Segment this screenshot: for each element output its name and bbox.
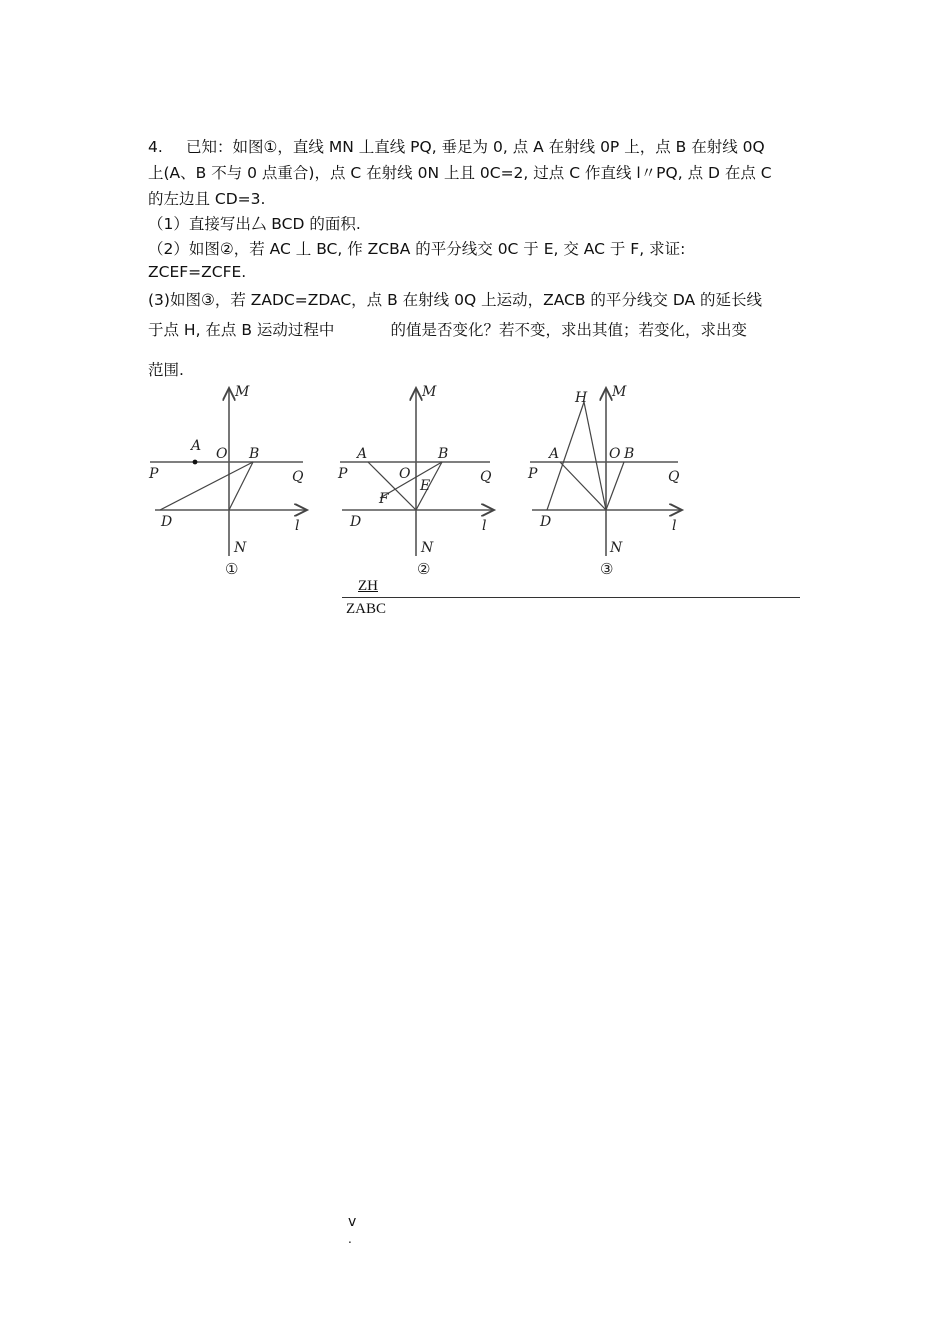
label-d: D: [161, 514, 173, 530]
caption-1: ①: [225, 560, 239, 578]
segment-cb: [606, 462, 624, 510]
label-f: F: [379, 491, 389, 507]
label-m: M: [235, 384, 250, 400]
label-d: D: [540, 514, 552, 530]
label-a: A: [357, 446, 368, 462]
figure-3: [520, 378, 695, 582]
segment-cb: [229, 462, 253, 510]
figure-1: [145, 378, 315, 582]
part-3-text-b: 的值是否变化？若不变，求出其值；若变化，求出变: [390, 321, 747, 339]
part-3-line-3: 范围.: [148, 361, 184, 379]
fraction-denominator: ZABC: [346, 601, 387, 617]
label-l: l: [295, 518, 300, 534]
label-m: M: [612, 384, 627, 400]
label-n: N: [610, 540, 623, 556]
caption-2: ②: [417, 560, 431, 578]
problem-number: 4.: [148, 138, 163, 156]
part-3-text-a: 于点 H, 在点 B 运动过程中: [148, 321, 335, 339]
label-p: P: [149, 466, 159, 482]
label-q: Q: [480, 469, 492, 485]
label-b: B: [624, 446, 635, 462]
label-d: D: [350, 514, 362, 530]
caption-3: ③: [600, 560, 614, 578]
part-1: （1）直接写出厶 BCD 的面积.: [148, 215, 361, 233]
label-a: A: [549, 446, 560, 462]
label-q: Q: [292, 469, 304, 485]
label-n: N: [234, 540, 247, 556]
part-3-line-2: [148, 320, 747, 340]
label-e: E: [420, 478, 431, 494]
fraction-bar: [342, 597, 800, 598]
point-a: [193, 460, 198, 465]
problem-text-1: 已知：如图①，直线 MN 丄直线 PQ, 垂足为 0, 点 A 在射线 0P 上，点 B 在射线 0Q: [186, 138, 765, 156]
problem-line-3: 的左边且 CD=3.: [148, 190, 266, 208]
figure-2: [332, 378, 507, 582]
label-p: P: [338, 466, 348, 482]
label-b: B: [249, 446, 260, 462]
label-q: Q: [668, 469, 680, 485]
part-3-line-1: (3)如图③，若 ZADC=ZDAC，点 B 在射线 0Q 上运动，ZACB 的平分线交 DA 的延长线: [148, 291, 763, 309]
part-2-line-1: （2）如图②，若 AC 丄 BC, 作 ZCBA 的平分线交 0C 于 E, 交 AC 于 F, 求证:: [148, 240, 686, 258]
problem-line-1: [148, 137, 765, 157]
label-n: N: [421, 540, 434, 556]
fraction-numerator: ZH: [358, 578, 378, 594]
label-a: A: [191, 438, 202, 454]
label-o: O: [399, 466, 411, 482]
segment-hc: [584, 402, 606, 510]
segment-ac: [560, 462, 606, 510]
label-b: B: [438, 446, 449, 462]
footer-mark: v: [348, 1214, 357, 1230]
label-l: l: [482, 518, 487, 534]
problem-line-2: 上(A、B 不与 0 点重合)，点 C 在射线 0N 上且 0C=2, 过点 C 作直线 l〃PQ, 点 D 在点 C: [148, 164, 772, 182]
label-l: l: [672, 518, 677, 534]
label-o: O: [609, 446, 621, 462]
part-2-line-2: ZCEF=ZCFE.: [148, 263, 247, 281]
label-p: P: [528, 466, 538, 482]
label-o: O: [216, 446, 228, 462]
label-m: M: [422, 384, 437, 400]
label-h: H: [575, 390, 588, 406]
segment-db: [160, 462, 253, 510]
footer-dot: .: [348, 1232, 352, 1246]
